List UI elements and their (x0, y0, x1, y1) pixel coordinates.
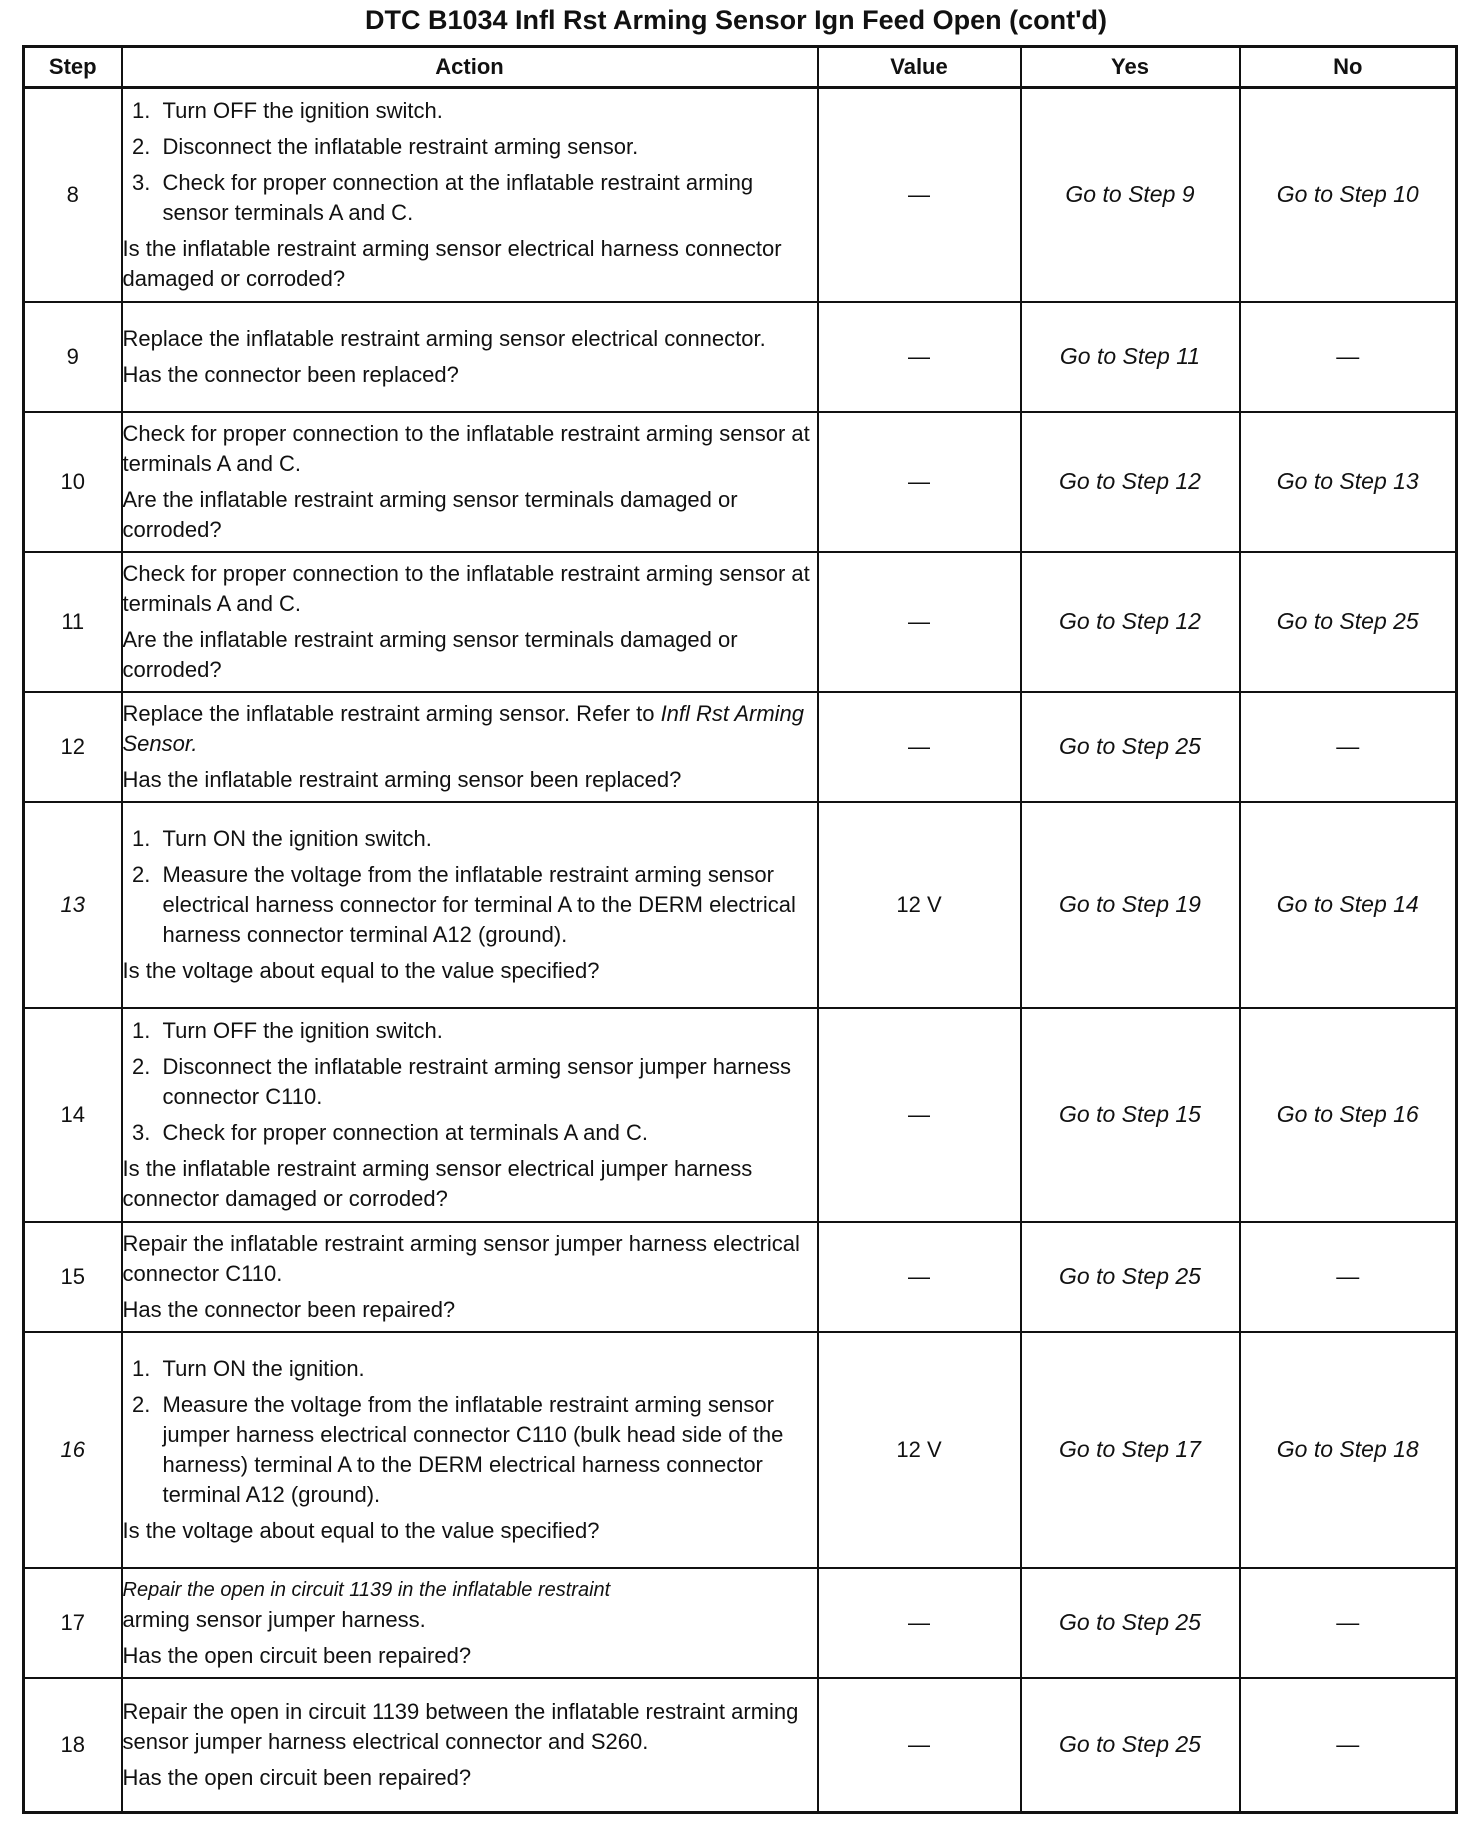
table-row (24, 412, 1457, 552)
step-number: 11 (24, 552, 122, 692)
action-list (123, 824, 817, 950)
table-row (24, 1222, 1457, 1332)
action-text: Replace the inflatable restraint arming sensor electrical connector. (122, 325, 766, 351)
no-cell: Go to Step 10 (1240, 88, 1457, 302)
yes-cell: Go to Step 12 (1021, 412, 1240, 552)
value-cell: 12 V (818, 1332, 1021, 1568)
action-item: 2. Measure the voltage from the inflatable restraint arming sensor electrical harness connector for terminal A to the DERM electrical harness connector terminal A12 (ground). (157, 860, 817, 950)
header-yes: Yes (1021, 47, 1240, 88)
step-number: 15 (24, 1222, 122, 1332)
value-cell: — (818, 302, 1021, 412)
table-row (24, 302, 1457, 412)
yes-cell: Go to Step 25 (1021, 1222, 1240, 1332)
action-item: 1. Turn ON the ignition. (157, 1354, 817, 1384)
no-cell: Go to Step 25 (1240, 552, 1457, 692)
action-text-main: Replace the inflatable restraint arming sensor. Refer to (122, 700, 661, 726)
action-item: 3. Check for proper connection at terminals A and C. (157, 1118, 817, 1148)
value-cell: — (818, 552, 1021, 692)
yes-cell: Go to Step 9 (1021, 88, 1240, 302)
step-number: 10 (24, 412, 122, 552)
table-row (24, 1008, 1457, 1222)
header-value: Value (818, 47, 1021, 88)
step-number: 13 (24, 802, 122, 1008)
no-cell: Go to Step 16 (1240, 1008, 1457, 1222)
action-item: 1. Turn ON the ignition switch. (157, 824, 817, 854)
action-text: Check for proper connection to the inflatable restraint arming sensor at terminals A and C. (122, 560, 810, 616)
action-text: Check for proper connection to the inflatable restraint arming sensor at terminals A and C. (122, 420, 810, 476)
value-cell: — (818, 1008, 1021, 1222)
yes-cell: Go to Step 25 (1021, 1568, 1240, 1678)
action-text: Repair the inflatable restraint arming sensor jumper harness electrical connector C110. (122, 1230, 800, 1286)
action-question: Has the connector been repaired? (122, 1296, 456, 1322)
action-cell (122, 552, 818, 692)
table-row (24, 552, 1457, 692)
value-cell: — (818, 88, 1021, 302)
value-cell: — (818, 1678, 1021, 1813)
action-cell (122, 1008, 818, 1222)
action-text: arming sensor jumper harness. (122, 1606, 426, 1632)
action-cell (122, 1678, 818, 1813)
step-number: 18 (24, 1678, 122, 1813)
action-question: Is the voltage about equal to the value specified? (122, 957, 600, 983)
yes-cell: Go to Step 25 (1021, 1678, 1240, 1813)
yes-cell: Go to Step 17 (1021, 1332, 1240, 1568)
action-item: 1. Turn OFF the ignition switch. (157, 96, 817, 126)
action-question: Is the inflatable restraint arming sensor electrical harness connector damaged or corroded? (122, 235, 782, 291)
no-cell: Go to Step 14 (1240, 802, 1457, 1008)
no-cell: — (1240, 1568, 1457, 1678)
table-row (24, 692, 1457, 802)
action-cell (122, 1222, 818, 1332)
action-list (123, 1016, 817, 1148)
value-cell: — (818, 692, 1021, 802)
no-cell: Go to Step 13 (1240, 412, 1457, 552)
table-row (24, 88, 1457, 302)
action-list (123, 96, 817, 228)
action-cell (122, 88, 818, 302)
action-question: Is the inflatable restraint arming sensor electrical jumper harness connector damaged or corroded? (122, 1155, 753, 1211)
action-item: 2. Disconnect the inflatable restraint arming sensor. (157, 132, 817, 162)
action-text: Repair the open in circuit 1139 between the inflatable restraint arming sensor jumper harness electrical connector and S260. (122, 1698, 799, 1754)
action-question: Are the inflatable restraint arming sensor terminals damaged or corroded? (122, 486, 738, 542)
no-cell: — (1240, 1222, 1457, 1332)
diagnostic-table (22, 45, 1458, 1814)
table-row (24, 1678, 1457, 1813)
action-list (123, 1354, 817, 1510)
header-row (24, 47, 1457, 88)
action-cell (122, 412, 818, 552)
action-item: 2. Disconnect the inflatable restraint arming sensor jumper harness connector C110. (157, 1052, 817, 1112)
action-cell (122, 802, 818, 1008)
action-text (123, 699, 817, 759)
yes-cell: Go to Step 11 (1021, 302, 1240, 412)
action-question: Has the open circuit been repaired? (122, 1642, 472, 1668)
no-cell: — (1240, 1678, 1457, 1813)
table-row (24, 1332, 1457, 1568)
action-text-italic: Repair the open in circuit 1139 in the inflatable restraint (122, 1578, 611, 1601)
value-cell: — (818, 1222, 1021, 1332)
action-item: 2. Measure the voltage from the inflatable restraint arming sensor jumper harness electrical connector C110 (bulk head side of the harness) terminal A to the DERM electrical harness connector terminal A12 (ground). (157, 1390, 817, 1510)
header-action: Action (122, 47, 818, 88)
action-question: Has the open circuit been repaired? (122, 1764, 472, 1790)
action-question: Has the connector been replaced? (122, 361, 459, 387)
action-cell (122, 302, 818, 412)
page-title: DTC B1034 Infl Rst Arming Sensor Ign Feed Open (cont'd) (365, 5, 1107, 35)
yes-cell: Go to Step 15 (1021, 1008, 1240, 1222)
action-question: Are the inflatable restraint arming sensor terminals damaged or corroded? (122, 626, 738, 682)
no-cell: Go to Step 18 (1240, 1332, 1457, 1568)
action-question: Is the voltage about equal to the value specified? (122, 1517, 600, 1543)
header-step: Step (24, 47, 122, 88)
step-number: 9 (24, 302, 122, 412)
step-number: 12 (24, 692, 122, 802)
action-cell (122, 1568, 818, 1678)
step-number: 16 (24, 1332, 122, 1568)
value-cell: — (818, 412, 1021, 552)
table-row (24, 802, 1457, 1008)
table-row (24, 1568, 1457, 1678)
step-number: 8 (24, 88, 122, 302)
action-item: 1. Turn OFF the ignition switch. (157, 1016, 817, 1046)
action-cell (122, 1332, 818, 1568)
step-number: 14 (24, 1008, 122, 1222)
action-reference-link: Infl Rst Arming Sensor. (122, 700, 805, 756)
no-cell: — (1240, 302, 1457, 412)
yes-cell: Go to Step 25 (1021, 692, 1240, 802)
value-cell: — (818, 1568, 1021, 1678)
action-item: 3. Check for proper connection at the inflatable restraint arming sensor terminals A and C. (157, 168, 817, 228)
action-cell (122, 692, 818, 802)
no-cell: — (1240, 692, 1457, 802)
header-no: No (1240, 47, 1457, 88)
yes-cell: Go to Step 12 (1021, 552, 1240, 692)
action-question: Has the inflatable restraint arming sensor been replaced? (122, 766, 682, 792)
value-cell: 12 V (818, 802, 1021, 1008)
yes-cell: Go to Step 19 (1021, 802, 1240, 1008)
step-number: 17 (24, 1568, 122, 1678)
